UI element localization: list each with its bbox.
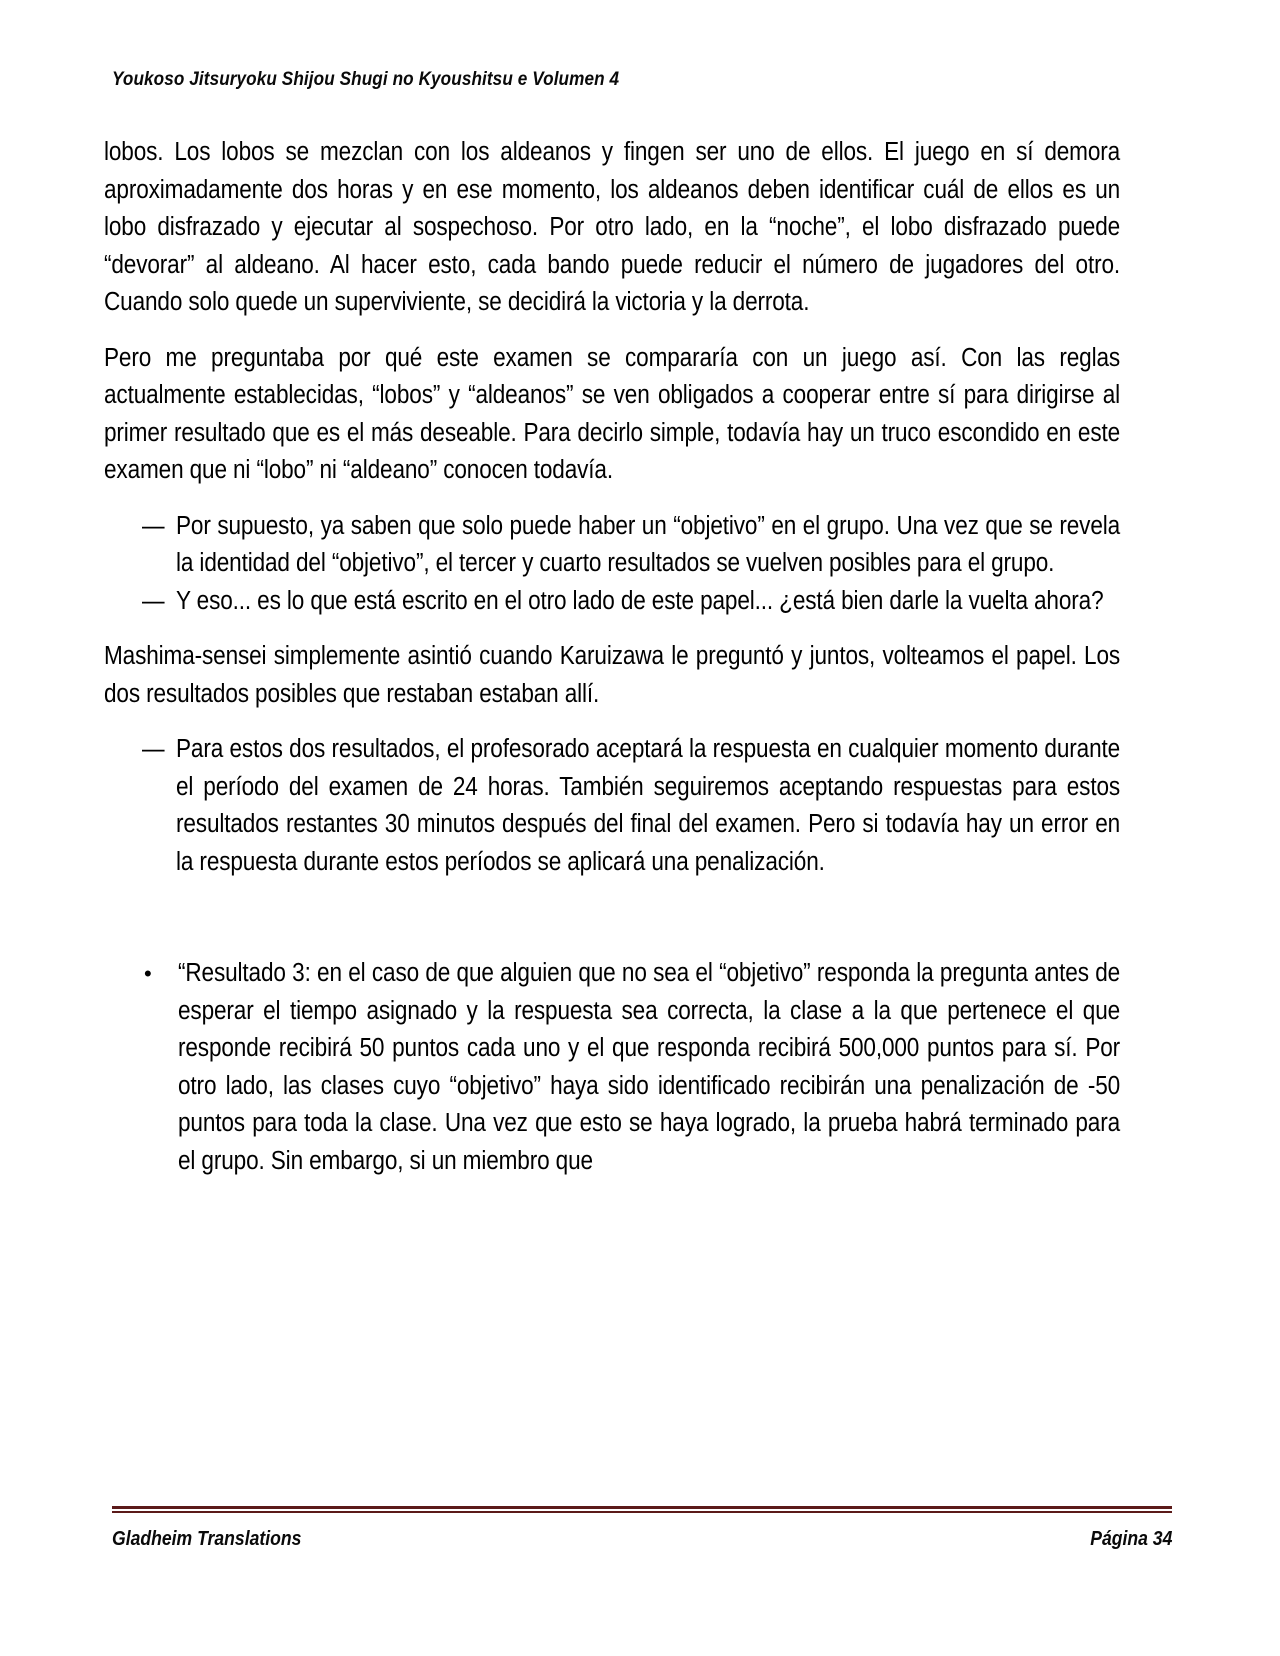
em-dash-marker-icon: —: [142, 511, 165, 540]
page-footer: [112, 1528, 1172, 1551]
footer-page-number: Página 34: [1089, 1528, 1172, 1550]
body-paragraph-2: Pero me preguntaba por qué este examen se compararía con un juego así. Con las reglas actualmente establecidas, “lobos” y “aldeanos” se ven obligados a cooperar entre sí para dirigirse al primer resultado que es el más deseable. Para decirlo simple, todavía hay un truco escondido en este examen que ni “lobo” ni “aldeano” conocen todavía.: [104, 343, 1121, 484]
dash-list-item: [104, 731, 1120, 881]
body-paragraph-1: lobos. Los lobos se mezclan con los aldeanos y fingen ser uno de ellos. El juego en sí demora aproximadamente dos horas y en ese momento, los aldeanos deben identificar cuál de ellos es un lobo disfrazado y ejecutar al sospechoso. Por otro lado, en la “noche”, el lobo disfrazado puede “devorar” al aldeano. Al hacer esto, cada bando puede reducir el número de jugadores del otro. Cuando solo quede un superviviente, se decidirá la victoria y la derrota.: [104, 138, 1121, 316]
body-paragraph-3: Mashima-sensei simplemente asintió cuando Karuizawa le preguntó y juntos, volteamos el papel. Los dos resultados posibles que restaban estaban allí.: [104, 642, 1121, 708]
dash-list-item-text-wrap: [176, 583, 1120, 621]
em-dash-marker-icon: —: [142, 735, 165, 763]
em-dash-marker-icon: —: [142, 586, 165, 615]
dash-list-2: [104, 731, 1120, 881]
dash-list-item-text: Para estos dos resultados, el profesorado aceptará la respuesta en cualquier momento durante el período del examen de 24 horas. También seguiremos aceptando respuestas para estos resultados restantes 30 minutos después del final del examen. Pero si todavía hay un error en la respuesta durante estos períodos se aplicará una penalización.: [176, 735, 1121, 876]
bullet-list: [104, 955, 1120, 1180]
footer-translator-credit: Gladheim Translations: [112, 1528, 302, 1550]
dash-list-item-text-wrap: [176, 508, 1120, 583]
dash-list-item: [104, 583, 1120, 621]
header-title: Youkoso Jitsuryoku Shijou Shugi no Kyoushitsu e Volumen 4: [112, 68, 620, 90]
dash-list-item-text: Y eso... es lo que está escrito en el otro lado de este papel... ¿está bien darle la vuelta ahora?: [176, 586, 1104, 615]
page-header: [112, 68, 1168, 102]
dash-list-1: [104, 508, 1120, 621]
dash-list-item: [104, 508, 1120, 583]
page-content: [104, 134, 1120, 1180]
bullet-list-item-text: “Resultado 3: en el caso de que alguien que no sea el “objetivo” responda la pregunta antes de esperar el tiempo asignado y la respuesta sea correcta, la clase a la que pertenece el que responde recibirá 50 puntos cada uno y el que responda recibirá 500,000 puntos para sí. Por otro lado, las clases cuyo “objetivo” haya sido identificado recibirán una penalización de -50 puntos para toda la clase. Una vez que esto se haya logrado, la prueba habrá terminado para el grupo. Sin embargo, si un miembro que: [178, 959, 1121, 1175]
bullet-list-item: [104, 955, 1120, 1180]
bullet-list-item-text-wrap: [178, 955, 1120, 1180]
dash-list-item-text: Por supuesto, ya saben que solo puede haber un “objetivo” en el grupo. Una vez que se revela la identidad del “objetivo”, el tercer y cuarto resultados se vuelven posibles para el grupo.: [176, 511, 1121, 577]
section-spacer: [104, 899, 1120, 955]
footer-divider-rule: [112, 1506, 1172, 1513]
dash-list-item-text-wrap: [176, 731, 1120, 881]
bullet-marker-icon: •: [144, 961, 152, 986]
